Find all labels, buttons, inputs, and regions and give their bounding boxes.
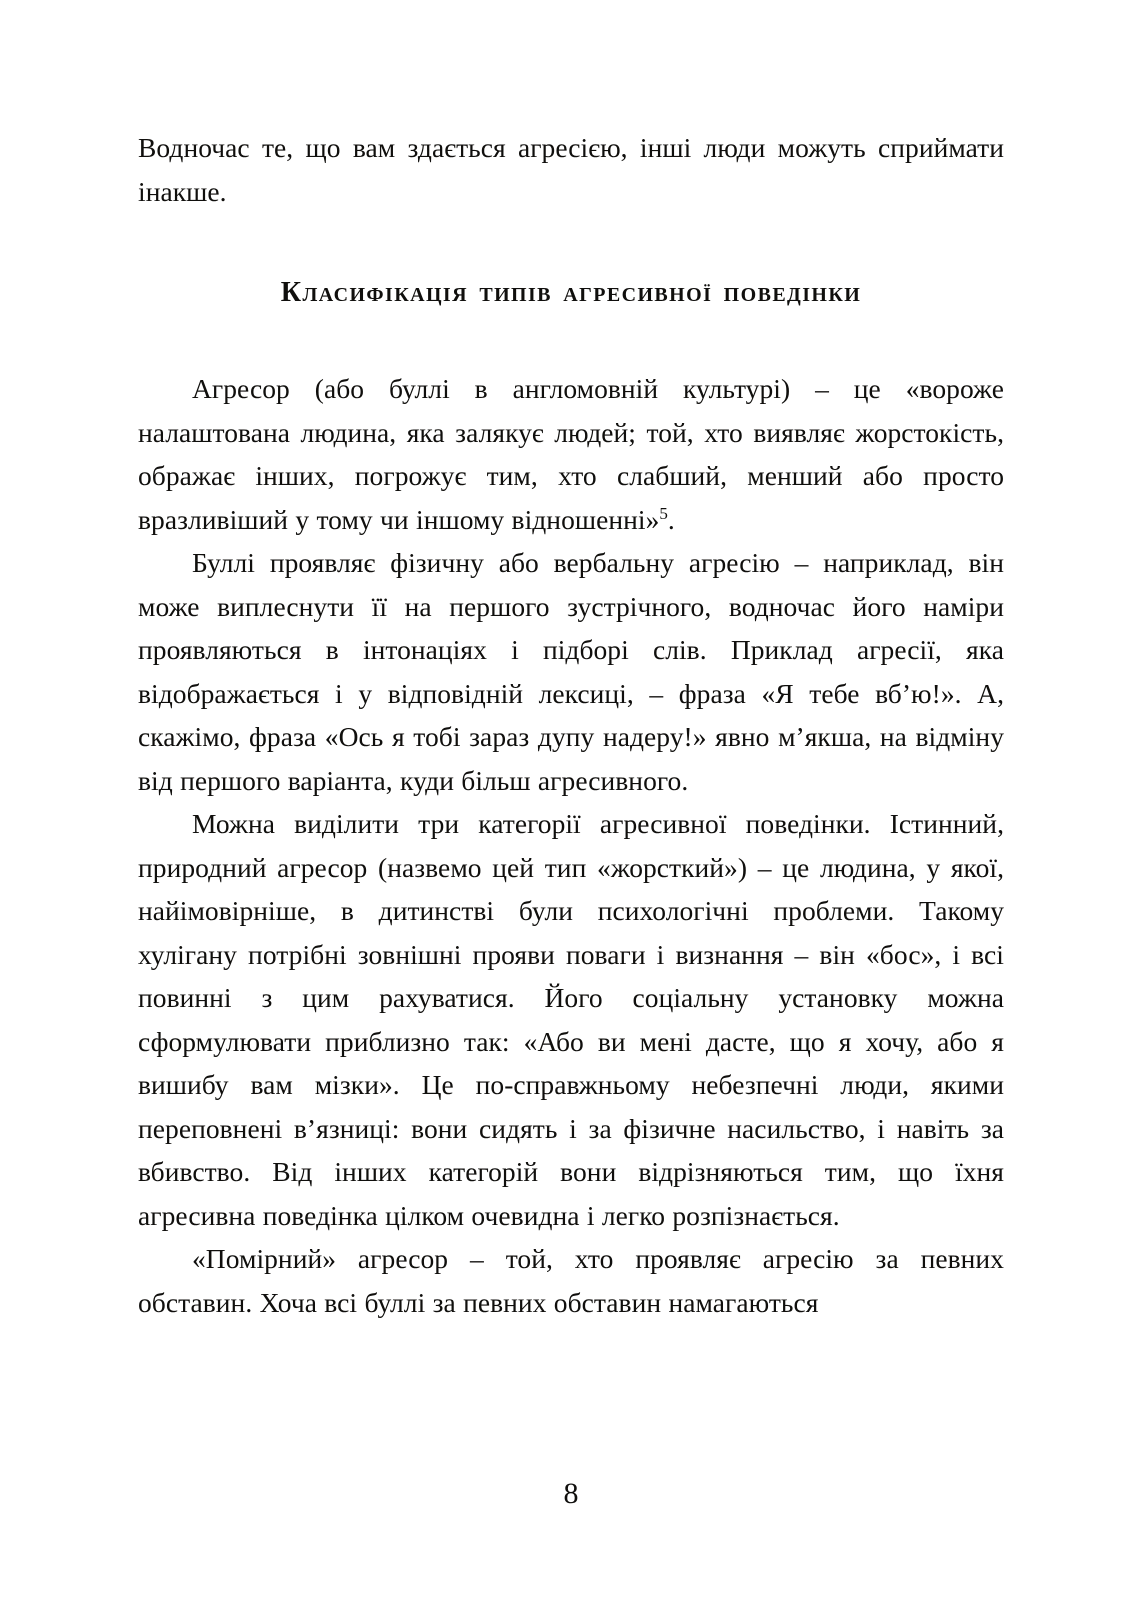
paragraph-moderate-aggressor: «Помірний» агресор – той, хто проявляє агресію за певних обставин. Хоча всі буллі за певних обставин намагаються — [138, 1243, 1004, 1318]
footnote-reference-marker[interactable]: 5 — [659, 503, 668, 523]
paragraph-bulli-aggression: Буллі проявляє фізичну або вербальну агресію – наприклад, він може виплеснути її на першого зустрічного, водночас його наміри проявляються в інтонаціях і підборі слів. Приклад агресії, яка відображається і у відповідній лексиці, – фраза «Я тебе вб’ю!». А, скажімо, фраза «Ось я тобі зараз дупу надеру!» явно м’якша, на відміну від першого варіанта, куди більш агресивного. — [138, 547, 1004, 796]
page-number: 8 — [563, 1477, 579, 1510]
spacer-after-heading — [138, 311, 1004, 367]
paragraph-three-categories: Можна виділити три категорії агресивної поведінки. Істинний, природний агресор (назвемо цей тип «жорсткий») – це людина, у якої, найімовірніше, в дитинстві були психологічні проблеми. Такому хулігану потрібні зовнішні прояви поваги і визнання – він «бос», і всі повинні з цим рахуватися. Його соціальну установку можна сформулювати приблизно так: «Або ви мені дасте, що я хочу, або я вишибу вам мізки». Це по-справжньому небезпечні люди, якими переповнені в’язниці: вони сидять і за фізичне насильство, і навіть за вбивство. Від інших категорій вони відрізняються тим, що їхня агресивна поведінка цілком очевидна і легко розпізнається. — [138, 808, 1004, 1231]
text-column — [138, 126, 1004, 1324]
section-heading: Класифікація типів агресивної поведінки — [280, 277, 862, 308]
paragraph-agresor-definition — [138, 367, 1004, 541]
paragraph-text-after-footnote: . — [667, 503, 675, 535]
paragraph-text-before-footnote: Агресор (або буллі в англомовній культурі) – це «вороже налаштована людина, яка залякує людей; той, хто виявляє жорстокість, ображає інших, погрожує тим, хто слабший, менший або просто вразливіший у тому чи іншому відношенні» — [138, 373, 1004, 535]
opening-paragraph: Водночас те, що вам здається агресією, інші люди можуть сприймати інакше. — [138, 132, 1004, 207]
spacer-before-heading — [138, 213, 1004, 275]
